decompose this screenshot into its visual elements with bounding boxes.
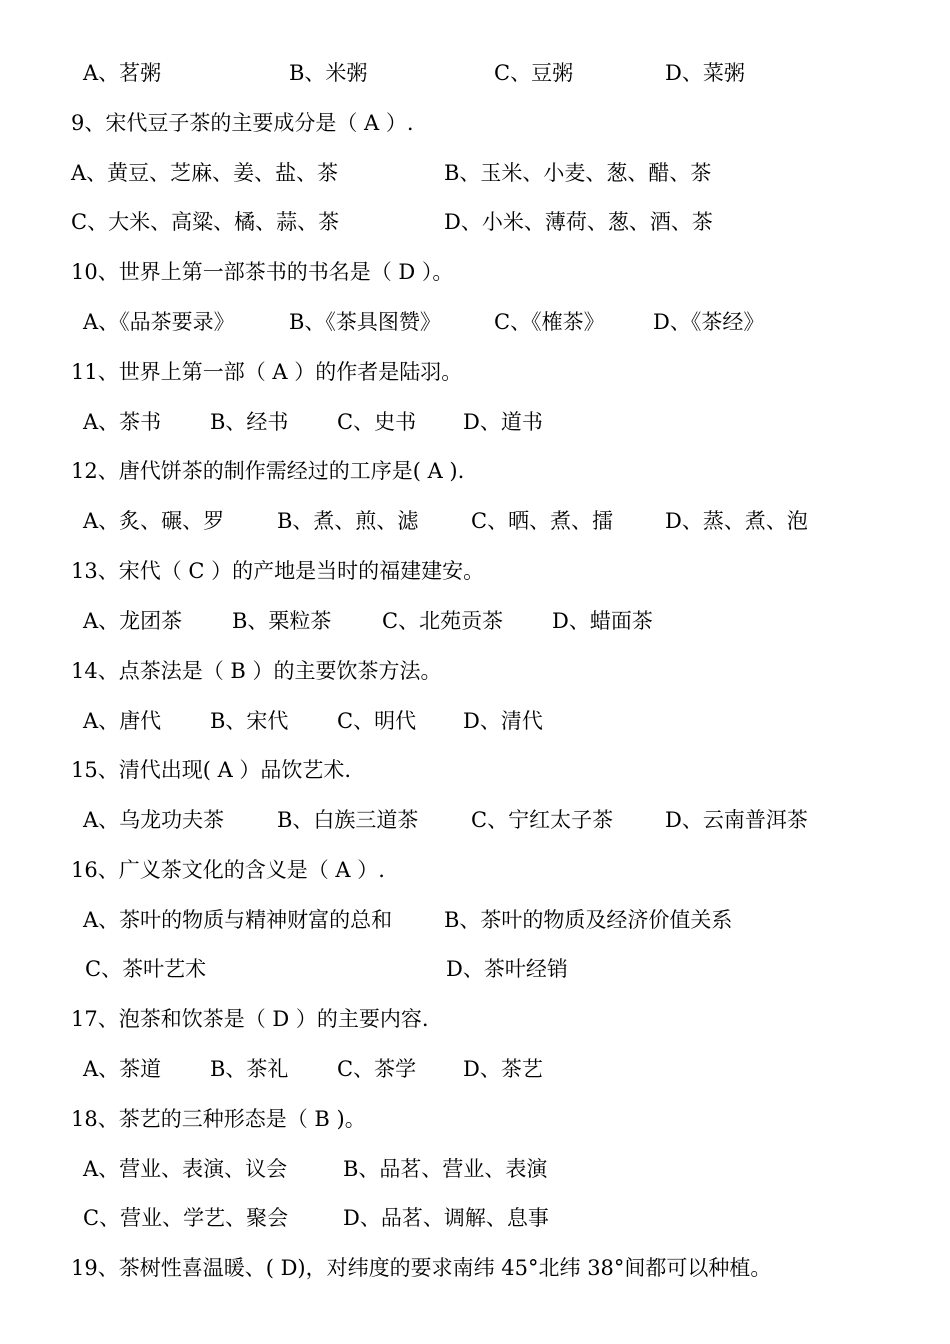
answer-option: C、晒、煮、擂 (471, 509, 614, 533)
answer-option: A、《品茶要录》 (83, 310, 235, 334)
answer-option: A、营业、表演、议会 (83, 1157, 288, 1181)
answer-option: B、宋代 (210, 709, 289, 733)
answer-option: A、茗粥 (83, 61, 162, 85)
answer-option: B、米粥 (289, 61, 368, 85)
answer-option: D、《茶经》 (653, 310, 765, 334)
question-text: 9、宋代豆子茶的主要成分是（ A ）. (71, 111, 414, 135)
answer-option: D、蜡面茶 (552, 609, 653, 633)
question-text: 16、广义茶文化的含义是（ A ）. (71, 858, 385, 882)
question-text: 18、茶艺的三种形态是（ B )。 (71, 1107, 366, 1131)
answer-option: B、玉米、小麦、葱、醋、茶 (444, 161, 712, 185)
answer-option: B、栗粒茶 (232, 609, 332, 633)
answer-option: C、豆粥 (494, 61, 574, 85)
answer-option: C、营业、学艺、聚会 (83, 1206, 289, 1230)
answer-option: A、唐代 (83, 709, 162, 733)
question-text: 19、茶树性喜温暖、( D)，对纬度的要求南纬 45°北纬 38°间都可以种植。 (71, 1256, 772, 1280)
answer-option: A、茶书 (83, 410, 162, 434)
answer-option: D、云南普洱茶 (665, 808, 808, 832)
answer-option: C、宁红太子茶 (471, 808, 614, 832)
answer-option: A、黄豆、芝麻、姜、盐、茶 (71, 161, 339, 185)
answer-option: A、茶道 (83, 1057, 162, 1081)
answer-option: C、大米、高粱、橘、蒜、茶 (71, 210, 340, 234)
answer-option: C、北苑贡茶 (382, 609, 504, 633)
question-text: 15、清代出现( A ）品饮艺术. (71, 758, 352, 782)
question-text: 13、宋代（ C ）的产地是当时的福建建安。 (71, 559, 485, 583)
answer-option: D、品茗、调解、息事 (343, 1206, 549, 1230)
answer-option: D、小米、薄荷、葱、酒、茶 (444, 210, 713, 234)
answer-option: B、品茗、营业、表演 (343, 1157, 548, 1181)
answer-option: B、茶礼 (210, 1057, 289, 1081)
answer-option: A、乌龙功夫茶 (83, 808, 225, 832)
question-text: 17、泡茶和饮茶是（ D ）的主要内容. (71, 1007, 429, 1031)
answer-option: D、蒸、煮、泡 (665, 509, 808, 533)
answer-option: D、茶叶经销 (446, 957, 568, 981)
answer-option: D、清代 (463, 709, 543, 733)
answer-option: C、史书 (337, 410, 417, 434)
question-text: 12、唐代饼茶的制作需经过的工序是( A ). (71, 459, 465, 483)
question-text: 11、世界上第一部（ A ）的作者是陆羽。 (71, 360, 463, 384)
answer-option: B、煮、煎、滤 (277, 509, 419, 533)
answer-option: C、《榷茶》 (494, 310, 605, 334)
question-text: 14、点茶法是（ B ）的主要饮茶方法。 (71, 659, 442, 683)
answer-option: B、《茶具图赞》 (289, 310, 441, 334)
answer-option: C、茶学 (337, 1057, 417, 1081)
answer-option: C、茶叶艺术 (85, 957, 207, 981)
answer-option: D、菜粥 (665, 61, 745, 85)
answer-option: D、茶艺 (463, 1057, 543, 1081)
answer-option: A、炙、碾、罗 (83, 509, 225, 533)
answer-option: A、龙团茶 (83, 609, 183, 633)
answer-option: B、白族三道茶 (277, 808, 419, 832)
answer-option: B、经书 (210, 410, 289, 434)
question-text: 10、世界上第一部茶书的书名是（ D ）。 (71, 260, 454, 284)
answer-option: C、明代 (337, 709, 417, 733)
answer-option: A、茶叶的物质与精神财富的总和 (83, 908, 393, 932)
answer-option: D、道书 (463, 410, 543, 434)
answer-option: B、茶叶的物质及经济价值关系 (444, 908, 733, 932)
